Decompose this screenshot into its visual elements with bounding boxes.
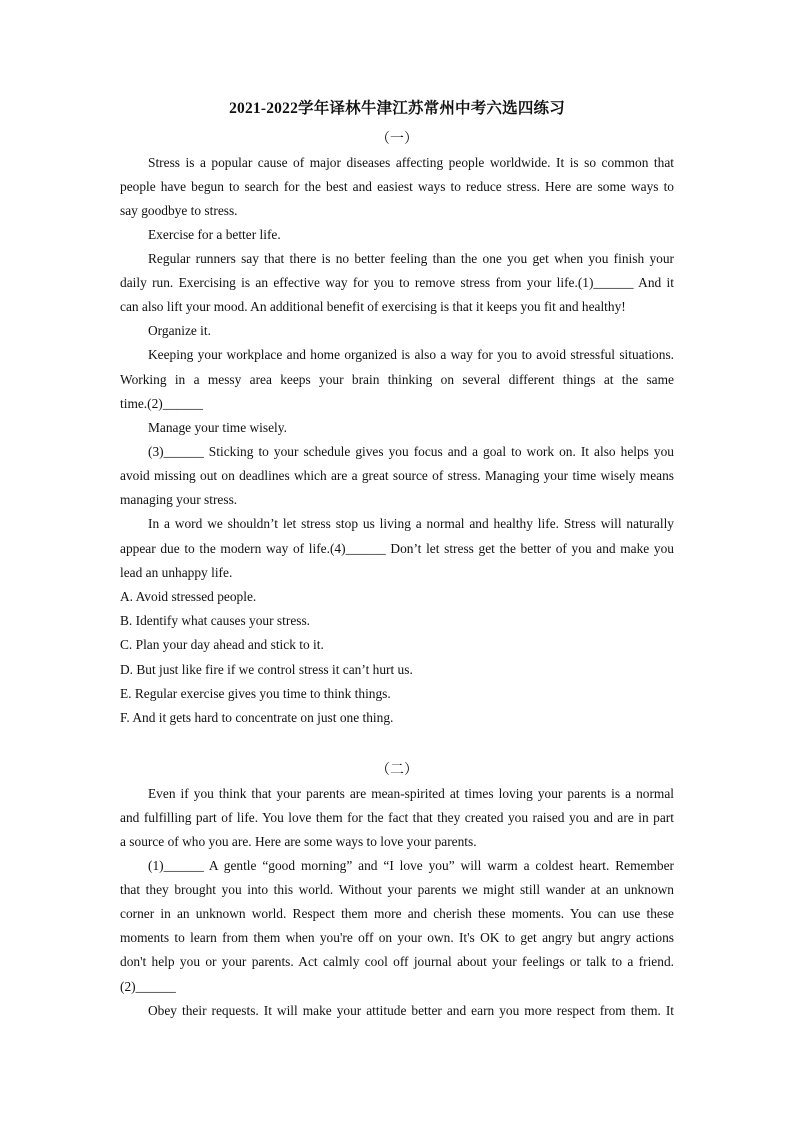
text-line: (2)______: [120, 979, 176, 994]
subheading: Manage your time wisely.: [148, 420, 287, 435]
text-line: appear due to the modern way of life.(4)______ Don’t let stress get the better of you and make you: [120, 541, 674, 556]
subheading: Exercise for a better life.: [148, 227, 281, 242]
subheading: Organize it.: [148, 323, 211, 338]
text-line: Stress is a popular cause of major diseases affecting people worldwide. It is so common that: [148, 155, 674, 170]
option-c: C. Plan your day ahead and stick to it.: [120, 637, 324, 652]
option-e: E. Regular exercise gives you time to think things.: [120, 686, 391, 701]
text-line: managing your stress.: [120, 492, 238, 507]
text-line: don't help you or your parents. Act calmly cool off journal about your feelings or talk to a friend.: [120, 954, 674, 969]
text-line: Keeping your workplace and home organized is also a way for you to avoid stressful situations.: [148, 347, 674, 362]
text-line: Working in a messy area keeps your brain thinking on several different things at the same: [120, 372, 674, 387]
text-line: Even if you think that your parents are mean-spirited at times loving your parents is a normal: [148, 786, 674, 801]
text-line: Regular runners say that there is no better feeling than the one you get when you finish your: [148, 251, 674, 266]
text-line: daily run. Exercising is an effective way for you to remove stress from your life.(1)______ And it: [120, 275, 674, 290]
section-label: （一）: [376, 132, 418, 147]
text-line: Obey their requests. It will make your attitude better and earn you more respect from them. It: [148, 1003, 674, 1018]
option-a: A. Avoid stressed people.: [120, 589, 257, 604]
text-line: time.(2)______: [120, 396, 203, 411]
option-d: D. But just like fire if we control stress it can’t hurt us.: [120, 662, 413, 677]
text-line: In a word we shouldn’t let stress stop us living a normal and healthy life. Stress will naturally: [148, 516, 674, 531]
text-line: corner in an unknown world. Respect them more and cherish these moments. You can use these: [120, 906, 674, 921]
text-line: lead an unhappy life.: [120, 565, 233, 580]
page-title: 2021-2022学年译林牛津江苏常州中考六选四练习: [229, 100, 565, 117]
text-line: (1)______ A gentle “good morning” and “I love you” will warm a coldest heart. Remember: [148, 858, 674, 873]
option-b: B. Identify what causes your stress.: [120, 613, 311, 628]
text-line: that they brought you into this world. Without your parents we might still wander at an unknown: [120, 882, 674, 897]
text-line: say goodbye to stress.: [120, 203, 238, 218]
text-line: moments to learn from them when you're off on your own. It's OK to get angry but angry actions: [120, 930, 674, 945]
section-label: （二）: [376, 763, 418, 778]
text-line: a source of who you are. Here are some ways to love your parents.: [120, 834, 477, 849]
text-line: can also lift your mood. An additional benefit of exercising is that it keeps you fit and healthy!: [120, 299, 626, 314]
text-line: avoid missing out on deadlines which are a great source of stress. Managing your time wisely means: [120, 468, 674, 483]
option-f: F. And it gets hard to concentrate on just one thing.: [120, 710, 394, 725]
text-line: people have begun to search for the best and easiest ways to reduce stress. Here are some ways to: [120, 179, 674, 194]
text-line: (3)______ Sticking to your schedule gives you focus and a goal to work on. It also helps you: [148, 444, 674, 459]
text-line: and fulfilling part of life. You love them for the fact that they created you raised you and are in part: [120, 810, 674, 825]
